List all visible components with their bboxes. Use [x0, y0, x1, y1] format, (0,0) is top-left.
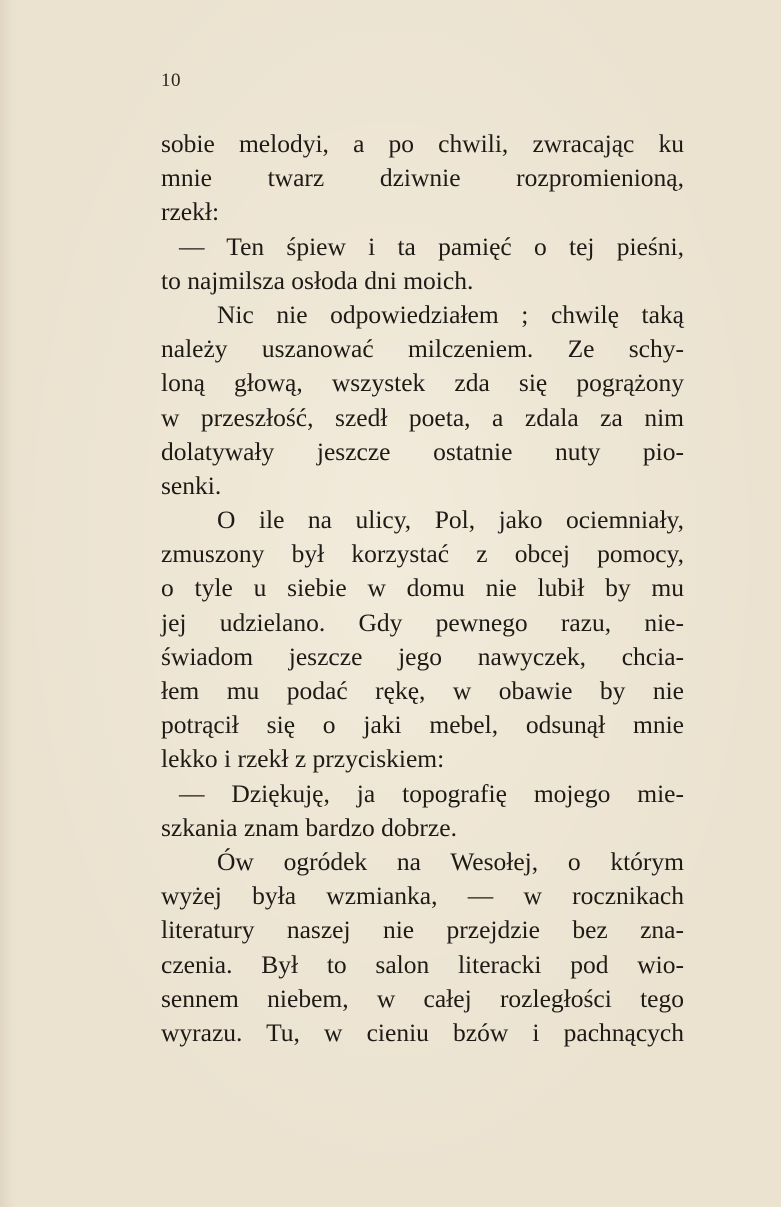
- text-line: rzekł:: [161, 197, 220, 227]
- text-line: dolatywały jeszcze ostatnie nuty pio-: [161, 436, 684, 466]
- text-line: łem mu podać rękę, w obawie by nie: [161, 676, 684, 705]
- text-line: O ile na ulicy, Pol, jako ociemniały,: [217, 505, 684, 535]
- text-line: wyżej była wzmianka, — w rocznikach: [161, 881, 684, 911]
- text-line: w przeszłość, szedł poeta, a zdala za nim: [161, 402, 684, 432]
- text-line: sobie melodyi, a po chwili, zwracając ku: [161, 129, 684, 158]
- text-line: loną głową, wszystek zda się pogrążony: [161, 368, 684, 398]
- text-line: jej udzielano. Gdy pewnego razu, nie-: [161, 607, 684, 637]
- text-line: świadom jeszcze jego nawyczek, chcia-: [161, 641, 684, 671]
- text-line: mnie twarz dziwnie rozpromienioną,: [161, 163, 684, 193]
- text-line: czenia. Był to salon literacki pod wio-: [161, 949, 684, 979]
- text-line: Ów ogródek na Wesołej, o którym: [217, 846, 684, 876]
- body-text: [161, 127, 684, 1050]
- text-line: szkania znam bardzo dobrze.: [161, 812, 457, 842]
- page-number: 10: [161, 70, 181, 91]
- text-line: — Ten śpiew i ta pamięć o tej pieśni,: [179, 231, 684, 261]
- text-line: zmuszony był korzystać z obcej pomocy,: [161, 539, 684, 569]
- text-line: senki.: [161, 470, 222, 500]
- text-line: Nic nie odpowiedziałem ; chwilę taką: [217, 299, 684, 329]
- text-line: to najmilsza osłoda dni moich.: [161, 265, 474, 295]
- text-line: o tyle u siebie w domu nie lubił by mu: [161, 573, 684, 603]
- text-line: wyrazu. Tu, w cieniu bzów i pachnących: [161, 1017, 684, 1047]
- text-line: literatury naszej nie przejdzie bez zna-: [161, 915, 684, 945]
- text-line: — Dziękuję, ja topografię mojego mie-: [179, 778, 684, 808]
- text-line: potrącił się o jaki mebel, odsunął mnie: [161, 710, 684, 740]
- text-line: należy uszanować milczeniem. Ze schy-: [161, 334, 684, 364]
- text-line: sennem niebem, w całej rozległości tego: [161, 983, 684, 1013]
- text-line: lekko i rzekł z przyciskiem:: [161, 744, 445, 774]
